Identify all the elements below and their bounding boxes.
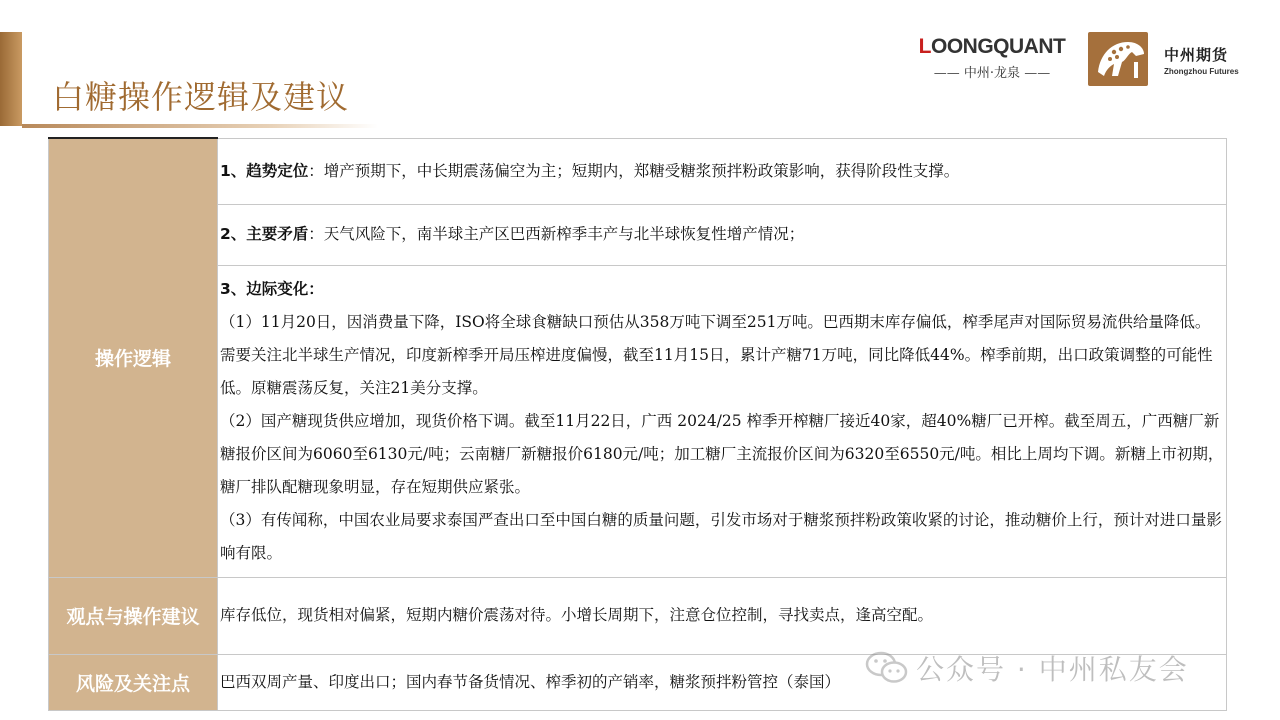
risk-text: 巴西双周产量、印度出口；国内春节备货情况、榨季初的产销率，糖浆预拌粉管控（泰国） xyxy=(218,654,1227,710)
logo-zz-cn: 中州期货 xyxy=(1164,46,1229,64)
view-text: 库存低位，现货相对偏紧，短期内糖价震荡对待。小增长周期下，注意仓位控制，寻找卖点，逢高空配。 xyxy=(218,577,1227,654)
trend-positioning-cell xyxy=(218,138,1227,204)
logo-lq-text-right: UANT xyxy=(1009,35,1066,58)
trend-title: 1、趋势定位 xyxy=(220,161,309,180)
logo-zz-en: Zhongzhou Futures xyxy=(1164,67,1239,76)
watermark-text: 公众号 · 中州私友会 xyxy=(916,653,1189,686)
marginal-point-1: （1）11月20日，因消费量下降，ISO将全球食糖缺口预估从358万吨下调至251万吨。巴西期末库存偏低，榨季尾声对国际贸易流供给量降低。需要关注北半球生产情况，印度新榨季开局压榨进度偏慢，截至11月15日，累计产糖71万吨，同比降低44%。榨季前期，出口政策调整的可能性低。原糖震荡反复，关注21美分支撑。 xyxy=(220,312,1213,397)
marginal-title: 3、边际变化： xyxy=(220,279,324,298)
zhongzhou-logo-icon xyxy=(1088,32,1148,86)
analysis-table xyxy=(48,137,1227,711)
trend-text: ：增产预期下，中长期震荡偏空为主；短期内，郑糖受糖浆预拌粉政策影响，获得阶段性支撑。 xyxy=(308,161,960,180)
marginal-change-cell xyxy=(218,265,1227,577)
marginal-point-3: （3）有传闻称，中国农业局要求泰国严查出口至中国白糖的质量问题，引发市场对于糖浆预拌粉政策收紧的讨论，推动糖价上行，预计对进口量影响有限。 xyxy=(220,510,1222,562)
view-label: 观点与操作建议 xyxy=(49,577,218,654)
title-accent-bar xyxy=(0,32,22,126)
risk-label: 风险及关注点 xyxy=(49,654,218,710)
logo-letter-l: L xyxy=(918,35,931,58)
page-title: 白糖操作逻辑及建议 xyxy=(52,78,350,116)
logo-lq-cn: 中州·龙泉 xyxy=(963,66,1021,81)
loongquant-logo: LOONGQUANT —— 中州·龙泉 —— xyxy=(918,35,1066,81)
logo-lq-text-left: OONGQ xyxy=(930,35,1009,58)
marginal-point-2: （2）国产糖现货供应增加，现货价格下调。截至11月22日，广西 2024/25 榨季开榨糖厂接近40家，超40%糖厂已开榨。截至周五，广西糖厂新糖报价区间为6060至6130元/吨；云南糖厂新糖报价6180元/吨；加工糖厂主流报价区间为6320至6550元/吨。相比上周均下调。新糖上市初期，糖厂排队配糖现象明显，存在短期供应紧张。 xyxy=(220,411,1224,496)
zhongzhou-logo-text xyxy=(1164,44,1239,76)
title-underline xyxy=(22,124,378,128)
main-contradiction-cell xyxy=(218,204,1227,265)
contradiction-title: 2、主要矛盾 xyxy=(220,225,309,243)
logic-label: 操作逻辑 xyxy=(49,138,218,577)
contradiction-text: ：天气风险下，南半球主产区巴西新榨季丰产与北半球恢复性增产情况； xyxy=(308,225,805,243)
wechat-icon xyxy=(865,650,909,690)
